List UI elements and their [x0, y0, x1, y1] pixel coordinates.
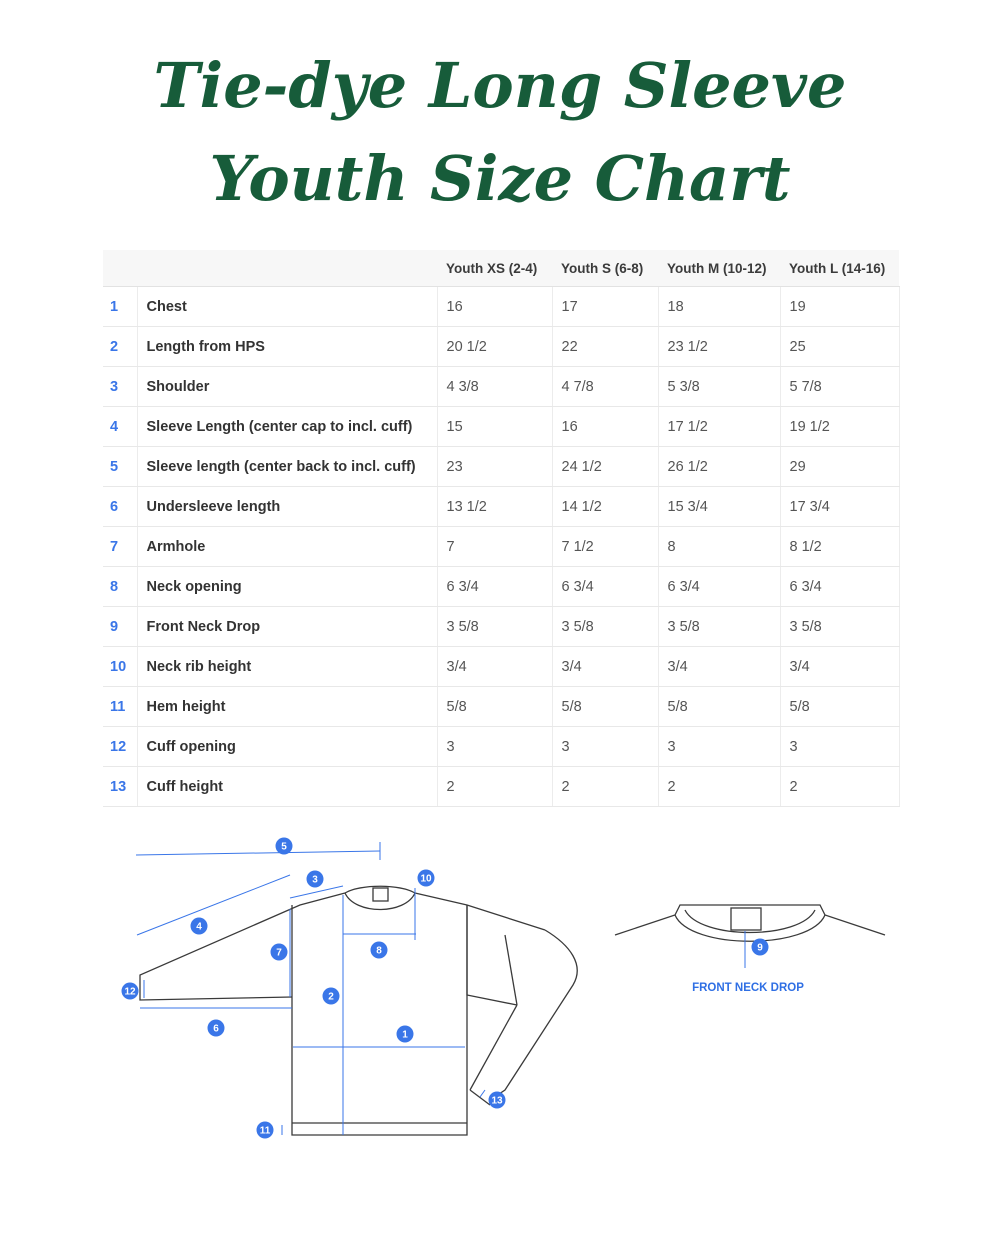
measurement-badge [371, 942, 388, 959]
page-title-line-2: Youth Size Chart [209, 142, 791, 215]
measurement-value: 3 [780, 727, 899, 767]
measurement-value: 14 1/2 [552, 487, 658, 527]
page-title-line-1: Tie-dye Long Sleeve [153, 49, 847, 122]
row-number: 11 [103, 687, 137, 727]
measurement-value: 7 1/2 [552, 527, 658, 567]
measurement-badge [323, 988, 340, 1005]
table-header-row [103, 250, 899, 287]
measurement-badge [418, 870, 435, 887]
badge-number: 6 [213, 1023, 219, 1035]
measurement-value: 6 3/4 [780, 567, 899, 607]
measurement-value: 3/4 [552, 647, 658, 687]
column-header-youth-s: Youth S (6-8) [552, 250, 658, 287]
measurement-value: 5 7/8 [780, 367, 899, 407]
measurement-value: 4 7/8 [552, 367, 658, 407]
garment-diagram [0, 820, 1000, 1160]
measurement-value: 3/4 [437, 647, 552, 687]
column-header-youth-m: Youth M (10-12) [658, 250, 780, 287]
table-row [103, 287, 899, 327]
measurement-value: 20 1/2 [437, 327, 552, 367]
measurement-value: 8 1/2 [780, 527, 899, 567]
measurement-value: 19 1/2 [780, 407, 899, 447]
row-number: 12 [103, 727, 137, 767]
row-number: 4 [103, 407, 137, 447]
badge-number: 5 [281, 841, 287, 853]
badge-number: 11 [259, 1125, 271, 1137]
row-number: 10 [103, 647, 137, 687]
row-number: 2 [103, 327, 137, 367]
badge-number: 8 [376, 945, 382, 957]
badge-number: 4 [196, 921, 202, 933]
table-row [103, 647, 899, 687]
badge-number: 10 [420, 873, 432, 885]
measurement-value: 3 5/8 [437, 607, 552, 647]
row-number: 7 [103, 527, 137, 567]
measurement-value: 3 [658, 727, 780, 767]
column-header-youth-xs: Youth XS (2-4) [437, 250, 552, 287]
table-row [103, 367, 899, 407]
measurement-value: 24 1/2 [552, 447, 658, 487]
measurement-value: 3/4 [780, 647, 899, 687]
table-row [103, 327, 899, 367]
measurement-value: 17 [552, 287, 658, 327]
measurement-value: 22 [552, 327, 658, 367]
measurement-value: 16 [552, 407, 658, 447]
table-row [103, 767, 899, 807]
table-row [103, 727, 899, 767]
measurement-value: 5/8 [552, 687, 658, 727]
measurement-value: 13 1/2 [437, 487, 552, 527]
table-row [103, 607, 899, 647]
measurement-value: 7 [437, 527, 552, 567]
measurement-value: 16 [437, 287, 552, 327]
table-row [103, 447, 899, 487]
measurement-value: 6 3/4 [658, 567, 780, 607]
measurement-value: 23 1/2 [658, 327, 780, 367]
measurement-value: 17 3/4 [780, 487, 899, 527]
measurement-value: 5/8 [437, 687, 552, 727]
measurement-label: Hem height [137, 687, 437, 727]
measurement-value: 3 5/8 [780, 607, 899, 647]
measurement-badge [307, 871, 324, 888]
measurement-value: 3 5/8 [552, 607, 658, 647]
measurement-badge [752, 939, 769, 956]
measurement-value: 3/4 [658, 647, 780, 687]
measurement-label: Cuff opening [137, 727, 437, 767]
badge-number: 12 [124, 986, 136, 998]
measurement-label: Front Neck Drop [137, 607, 437, 647]
measurement-label: Sleeve Length (center cap to incl. cuff) [137, 407, 437, 447]
measurement-badge [276, 838, 293, 855]
measurement-value: 5/8 [658, 687, 780, 727]
measurement-value: 17 1/2 [658, 407, 780, 447]
measurement-value: 2 [437, 767, 552, 807]
measurement-badge [208, 1020, 225, 1037]
measurement-label: Neck rib height [137, 647, 437, 687]
measurement-value: 6 3/4 [552, 567, 658, 607]
measurement-value: 15 [437, 407, 552, 447]
measurement-badge [397, 1026, 414, 1043]
badge-number: 1 [402, 1029, 408, 1041]
badge-number: 3 [312, 874, 318, 886]
row-number: 3 [103, 367, 137, 407]
measurement-label: Cuff height [137, 767, 437, 807]
badge-number: 7 [276, 947, 282, 959]
row-number: 5 [103, 447, 137, 487]
table-row [103, 527, 899, 567]
table-row [103, 687, 899, 727]
measurement-value: 5 3/8 [658, 367, 780, 407]
measurement-value: 19 [780, 287, 899, 327]
column-header [137, 250, 437, 287]
table-row [103, 407, 899, 447]
column-header [103, 250, 137, 287]
measurement-value: 25 [780, 327, 899, 367]
measurement-label: Undersleeve length [137, 487, 437, 527]
measurement-badges [122, 838, 769, 1139]
measurement-label: Shoulder [137, 367, 437, 407]
measurement-label: Length from HPS [137, 327, 437, 367]
row-number: 6 [103, 487, 137, 527]
row-number: 13 [103, 767, 137, 807]
measurement-value: 15 3/4 [658, 487, 780, 527]
row-number: 8 [103, 567, 137, 607]
measurement-badge [257, 1122, 274, 1139]
measurement-value: 29 [780, 447, 899, 487]
measurement-value: 6 3/4 [437, 567, 552, 607]
measurement-label: Chest [137, 287, 437, 327]
badge-number: 2 [328, 991, 334, 1003]
measurement-badge [271, 944, 288, 961]
measurement-value: 5/8 [780, 687, 899, 727]
measurement-value: 23 [437, 447, 552, 487]
measurement-badge [191, 918, 208, 935]
measurement-value: 18 [658, 287, 780, 327]
measurement-value: 2 [658, 767, 780, 807]
measurement-value: 3 [552, 727, 658, 767]
row-number: 1 [103, 287, 137, 327]
column-header-youth-l: Youth L (14-16) [780, 250, 899, 287]
measurement-value: 4 3/8 [437, 367, 552, 407]
badge-number: 13 [491, 1095, 503, 1107]
measurement-label: Armhole [137, 527, 437, 567]
measurement-badge [489, 1092, 506, 1109]
measurement-value: 3 [437, 727, 552, 767]
measurement-value: 26 1/2 [658, 447, 780, 487]
badge-number: 9 [757, 942, 763, 954]
front-neck-drop-caption: FRONT NECK DROP [692, 982, 804, 994]
table-row [103, 487, 899, 527]
measurement-badge [122, 983, 139, 1000]
size-chart-table [103, 250, 900, 807]
measurement-label: Neck opening [137, 567, 437, 607]
measurement-label: Sleeve length (center back to incl. cuff) [137, 447, 437, 487]
table-row [103, 567, 899, 607]
measurement-value: 2 [780, 767, 899, 807]
row-number: 9 [103, 607, 137, 647]
measurement-value: 8 [658, 527, 780, 567]
measurement-value: 3 5/8 [658, 607, 780, 647]
neck-detail-outline [615, 905, 885, 941]
measurement-value: 2 [552, 767, 658, 807]
